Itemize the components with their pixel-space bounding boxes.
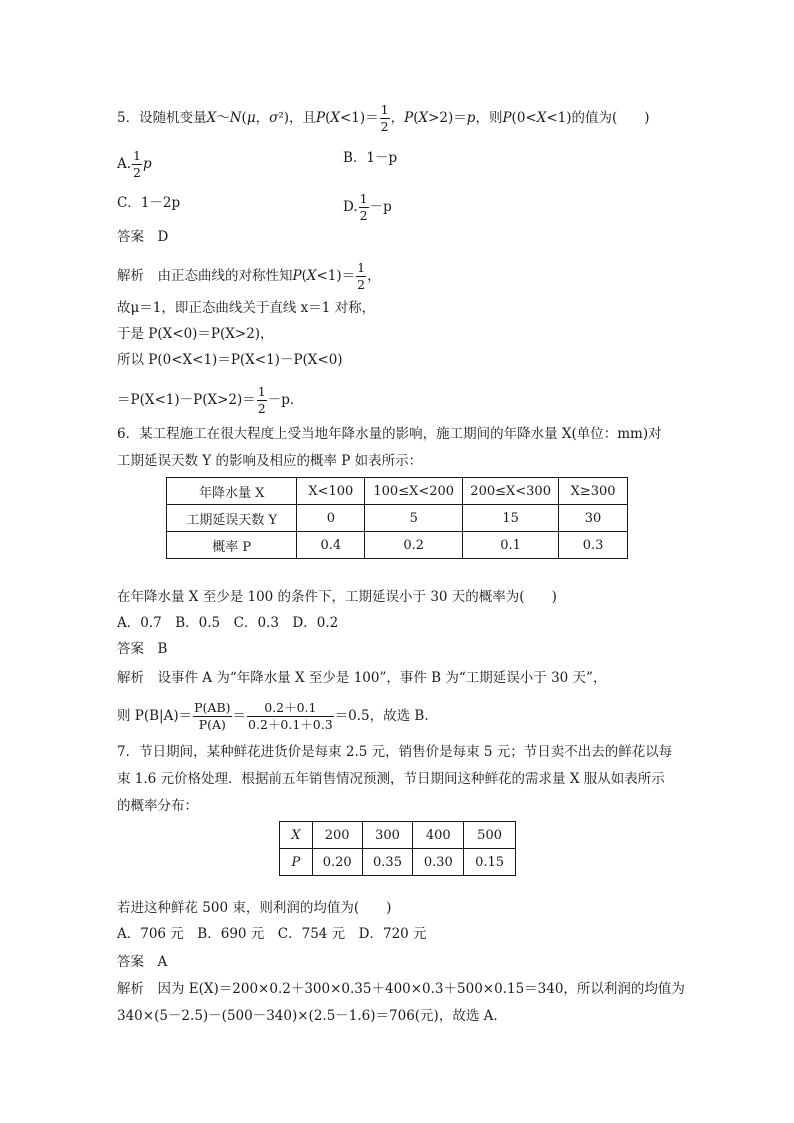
fraction-half: $\frac{1}{2}$ <box>380 102 389 134</box>
q7-analysis-1: 解析 因为 E(X)＝200×0.2＋300×0.35＋400×0.3＋500×0.15＝340，所以利润的均值为 <box>117 981 685 997</box>
q7-options: A．706 元 B．690 元 C．754 元 D．720 元 <box>117 926 427 942</box>
table-row: 概率 P 0.4 0.2 0.1 0.3 <box>167 532 628 559</box>
table-row: 年降水量 X X<100 100≤X<200 200≤X<300 X≥300 <box>167 478 628 505</box>
q6-table <box>166 477 628 559</box>
q5-answer: 答案 D <box>117 229 169 245</box>
q5-stem: 5．设随机变量X～N(μ，σ²)，且P(X<1)＝ $\frac{1}{2}$ ，P(X>2)＝p，则P(0<X<1)的值为( ) <box>117 102 650 134</box>
q6-answer: 答案 B <box>117 641 168 657</box>
q5-analysis-4: 所以 P(0<X<1)＝P(X<1)－P(X<0) <box>117 352 343 368</box>
q6-stem-1: 6．某工程施工在很大程度上受当地年降水量的影响，施工期间的年降水量 X(单位：mm)对 <box>117 426 662 442</box>
q6-options: A．0.7 B．0.5 C．0.3 D．0.2 <box>117 615 339 631</box>
q5-option-d: D. $\frac{1}{2}$ －p <box>343 191 392 223</box>
q7-question: 若进这种鲜花 500 束，则利润的均值为( ) <box>117 900 392 916</box>
table-row: 工期延误天数 Y 0 5 15 30 <box>167 505 628 532</box>
q5-analysis-5: ＝P(X<1)－P(X>2)＝ $\frac{1}{2}$ －p. <box>117 384 295 416</box>
q7-answer: 答案 A <box>117 954 168 970</box>
q5-option-c: C．1－2p <box>117 195 181 211</box>
q7-table <box>279 821 516 876</box>
q7-stem-1: 7．节日期间，某种鲜花进货价是每束 2.5 元，销售价是每束 5 元；节日卖不出去的鲜花以每 <box>117 744 673 760</box>
q5-analysis-2: 故μ＝1，即正态曲线关于直线 x＝1 对称， <box>117 300 376 316</box>
q5-option-a: A. $\frac{1}{2}$ p <box>117 148 152 180</box>
q7-stem-2: 束 1.6 元价格处理．根据前五年销售情况预测，节日期间这种鲜花的需求量 X 服从如表所示 <box>117 771 665 787</box>
q6-stem-2: 工期延误天数 Y 的影响及相应的概率 P 如表所示： <box>117 453 423 469</box>
q6-analysis-1: 解析 设事件 A 为“年降水量 X 至少是 100”，事件 B 为“工期延误小于 30 天”， <box>117 670 607 686</box>
q5-analysis-1: 解析 由正态曲线的对称性知P(X<1)＝ $\frac{1}{2}$ ， <box>117 260 381 292</box>
q5-analysis-3: 于是 P(X<0)＝P(X>2)， <box>117 326 274 342</box>
q6-analysis-2: 则 P(B|A)＝ $\frac{P(AB)}{P(A)}$ ＝ $\frac{0.2+0.1}{0.2+0.1+0.3}$ ＝0.5，故选 B. <box>117 700 429 732</box>
q7-analysis-2: 340×(5－2.5)－(500－340)×(2.5－1.6)＝706(元)，故选 A. <box>117 1008 498 1024</box>
table-row: X 200 300 400 500 <box>280 822 516 849</box>
table-row: P 0.20 0.35 0.30 0.15 <box>280 849 516 876</box>
q6-question: 在年降水量 X 至少是 100 的条件下，工期延误小于 30 天的概率为( ) <box>117 589 557 605</box>
q7-stem-3: 的概率分布： <box>117 798 198 814</box>
q5-option-b: B．1－p <box>343 150 398 166</box>
